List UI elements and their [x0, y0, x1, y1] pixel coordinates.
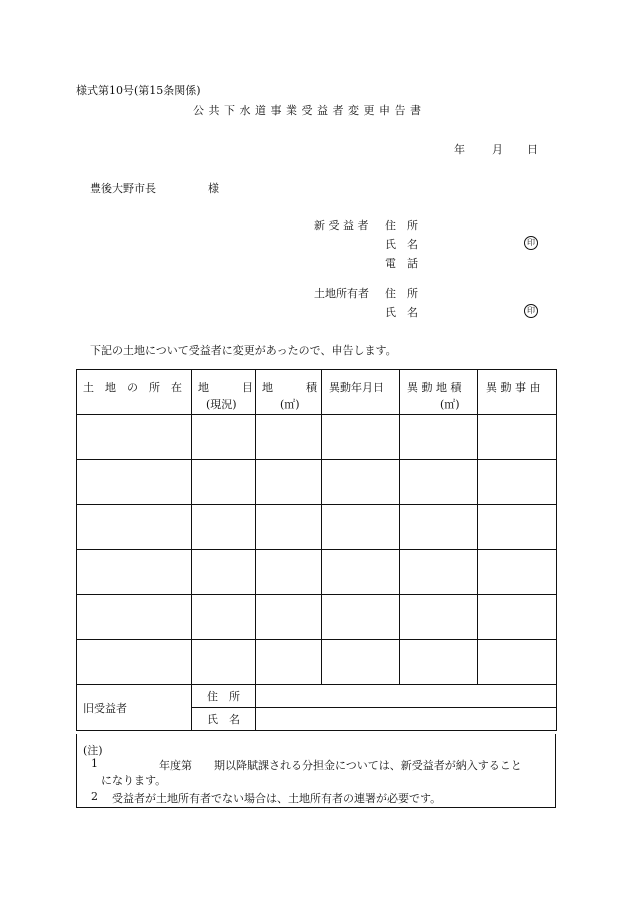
- header-location: 土 地 の 所 在: [77, 370, 192, 415]
- cell-area[interactable]: [256, 505, 322, 550]
- note-2-number: 2: [91, 790, 98, 803]
- header-change-date: 異動年月日: [322, 370, 400, 415]
- cell-land-type[interactable]: [192, 415, 256, 460]
- cell-land-type[interactable]: [192, 595, 256, 640]
- note-1-number: 1: [91, 757, 98, 770]
- cell-change-area[interactable]: [400, 640, 478, 685]
- cell-location[interactable]: [77, 505, 192, 550]
- cell-change-date[interactable]: [322, 640, 400, 685]
- new-beneficiary-name-label: 氏 名: [385, 238, 418, 251]
- header-land-type: 地 目 (現況): [192, 370, 256, 415]
- cell-area[interactable]: [256, 595, 322, 640]
- seal-icon: 印: [524, 304, 538, 318]
- note-1-text-a: 年度第: [159, 759, 192, 772]
- cell-area[interactable]: [256, 640, 322, 685]
- addressee-honorific: 様: [208, 182, 219, 195]
- cell-land-type[interactable]: [192, 640, 256, 685]
- land-table: [76, 369, 557, 731]
- cell-change-date[interactable]: [322, 595, 400, 640]
- table-row: [77, 460, 557, 505]
- table-row: [77, 505, 557, 550]
- cell-change-reason[interactable]: [478, 415, 557, 460]
- cell-location[interactable]: [77, 640, 192, 685]
- cell-location[interactable]: [77, 460, 192, 505]
- previous-beneficiary-label: 旧受益者: [77, 685, 192, 731]
- cell-change-reason[interactable]: [478, 595, 557, 640]
- seal-icon: 印: [524, 236, 538, 250]
- new-beneficiary-phone-label: 電 話: [385, 257, 418, 270]
- cell-change-date[interactable]: [322, 415, 400, 460]
- date-year: 年: [454, 143, 465, 156]
- cell-change-reason[interactable]: [478, 460, 557, 505]
- cell-area[interactable]: [256, 415, 322, 460]
- previous-beneficiary-name-label: 氏 名: [192, 708, 256, 731]
- note-1-text-b: 期以降賦課される分担金については、新受益者が納入すること: [214, 759, 522, 772]
- date-day: 日: [527, 143, 538, 156]
- cell-change-area[interactable]: [400, 595, 478, 640]
- cell-area[interactable]: [256, 550, 322, 595]
- cell-change-area[interactable]: [400, 550, 478, 595]
- cell-land-type[interactable]: [192, 505, 256, 550]
- land-owner-label: 土地所有者: [314, 287, 369, 300]
- cell-location[interactable]: [77, 550, 192, 595]
- cell-area[interactable]: [256, 460, 322, 505]
- form-title: 公 共 下 水 道 事 業 受 益 者 変 更 申 告 書: [193, 104, 422, 117]
- header-change-area: 異 動 地 積 (㎡): [400, 370, 478, 415]
- date-month: 月: [492, 143, 503, 156]
- header-change-reason: 異 動 事 由: [478, 370, 557, 415]
- cell-change-date[interactable]: [322, 505, 400, 550]
- addressee-name: 豊後大野市長: [90, 182, 156, 195]
- cell-change-date[interactable]: [322, 550, 400, 595]
- cell-change-reason[interactable]: [478, 505, 557, 550]
- table-row: [77, 595, 557, 640]
- cell-change-date[interactable]: [322, 460, 400, 505]
- table-row: [77, 550, 557, 595]
- notes-box: [76, 734, 556, 808]
- statement: 下記の土地について受益者に変更があったので、申告します。: [90, 344, 397, 357]
- cell-change-area[interactable]: [400, 415, 478, 460]
- cell-change-reason[interactable]: [478, 550, 557, 595]
- cell-location[interactable]: [77, 415, 192, 460]
- cell-change-area[interactable]: [400, 460, 478, 505]
- cell-location[interactable]: [77, 595, 192, 640]
- land-owner-name-label: 氏 名: [385, 306, 418, 319]
- form-number: 様式第10号(第15条関係): [76, 84, 201, 97]
- cell-land-type[interactable]: [192, 550, 256, 595]
- land-owner-address-label: 住 所: [385, 287, 418, 300]
- cell-change-area[interactable]: [400, 505, 478, 550]
- note-1-text-c: になります。: [101, 774, 167, 787]
- note-2-text: 受益者が土地所有者でない場合は、土地所有者の連署が必要です。: [112, 792, 442, 805]
- previous-beneficiary-name-field[interactable]: [256, 708, 557, 731]
- previous-beneficiary-address-field[interactable]: [256, 685, 557, 708]
- table-header-row: [77, 370, 557, 415]
- previous-beneficiary-address-row: [77, 685, 557, 708]
- notes-heading: (注): [83, 744, 103, 757]
- header-area: 地 積 (㎡): [256, 370, 322, 415]
- table-row: [77, 640, 557, 685]
- new-beneficiary-address-label: 住 所: [385, 219, 418, 232]
- table-row: [77, 415, 557, 460]
- previous-beneficiary-address-label: 住 所: [192, 685, 256, 708]
- cell-land-type[interactable]: [192, 460, 256, 505]
- new-beneficiary-label: 新 受 益 者: [314, 219, 369, 232]
- cell-change-reason[interactable]: [478, 640, 557, 685]
